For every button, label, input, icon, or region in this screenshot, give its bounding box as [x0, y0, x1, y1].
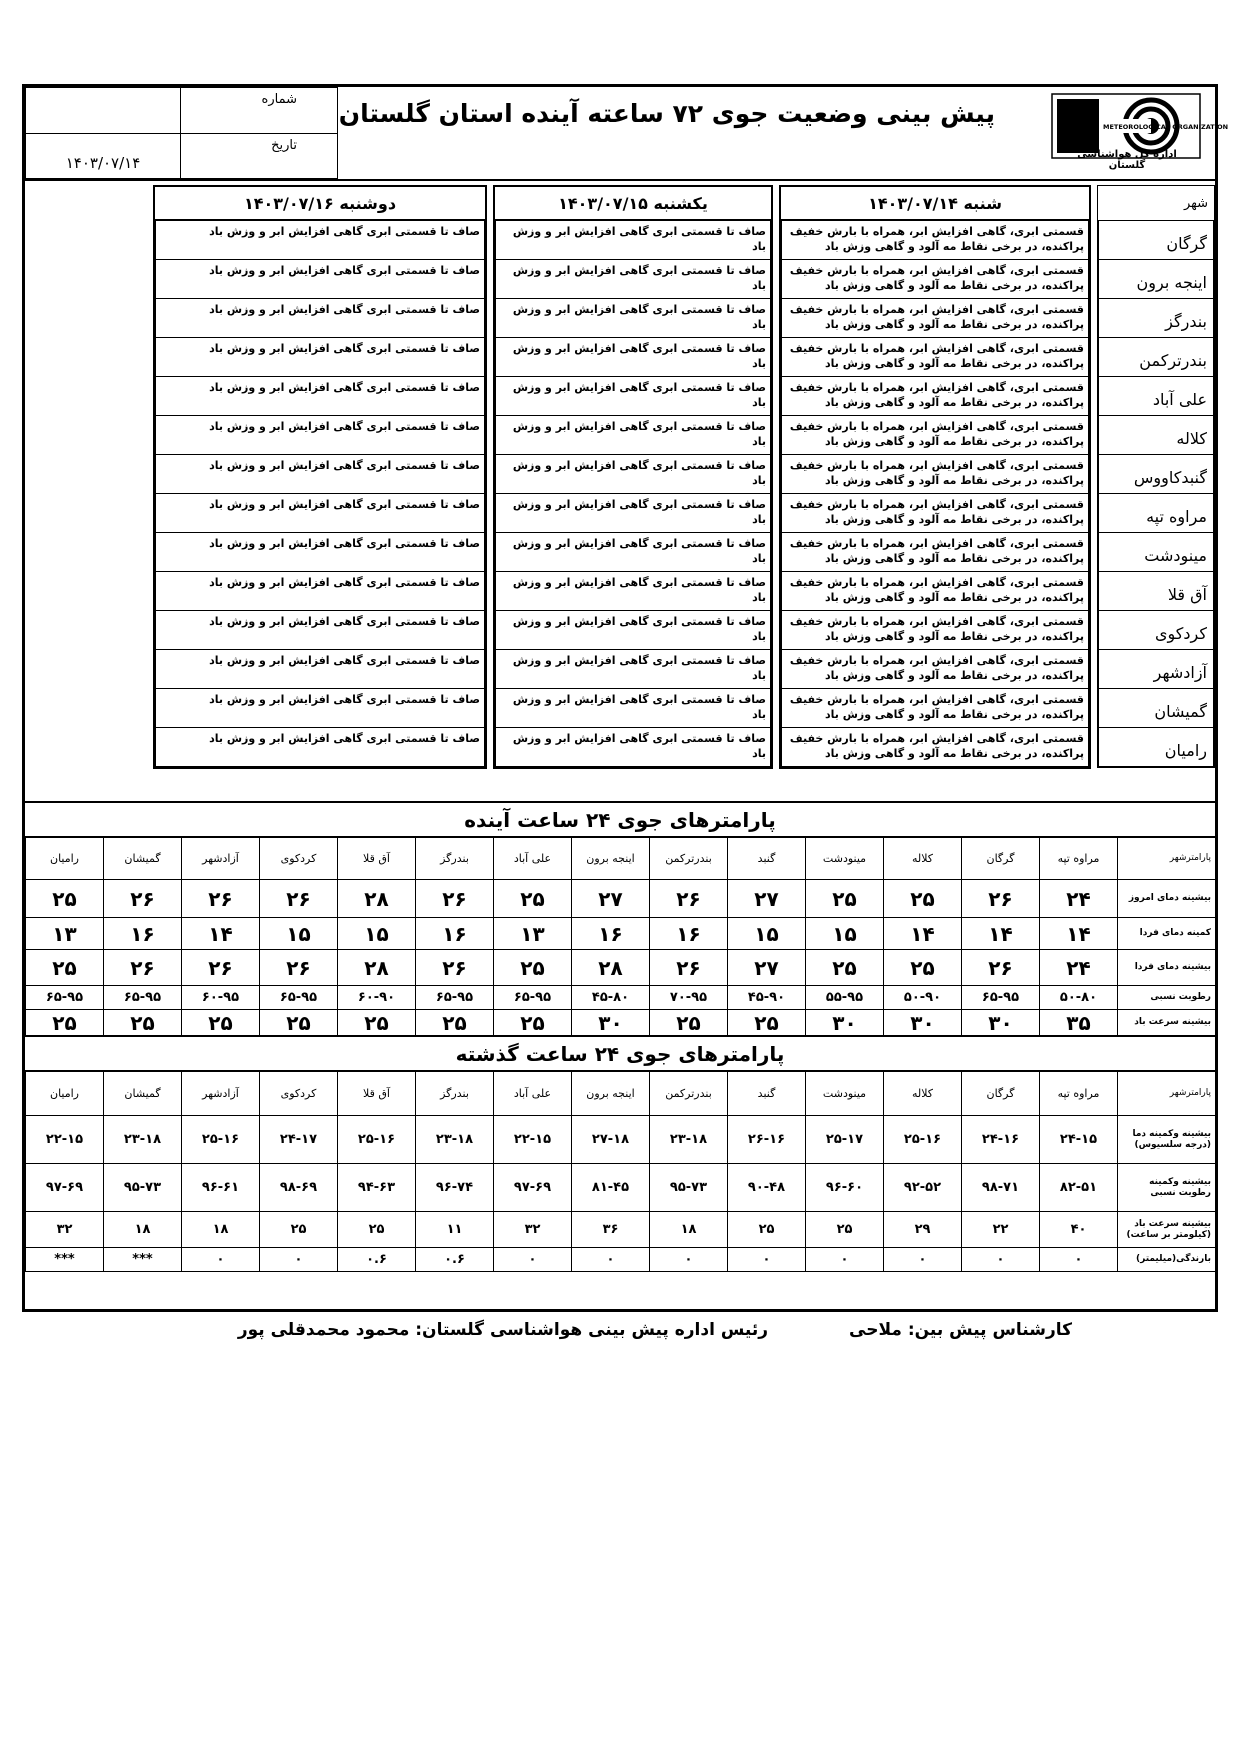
parameter-value: ۳۰: [962, 1010, 1040, 1036]
parameter-value: ۲۵: [26, 880, 104, 918]
city-name: گمیشان: [1098, 689, 1214, 728]
signature-footer: [22, 1316, 1218, 1346]
parameter-value: ۰: [650, 1248, 728, 1272]
city-name: گرگان: [1098, 221, 1214, 260]
parameter-value: ۰: [572, 1248, 650, 1272]
parameter-value: ۰: [884, 1248, 962, 1272]
parameter-value: ۶۰-۹۰: [338, 986, 416, 1010]
forecast-cell: صاف تا قسمتی ابری گاهی افزایش ابر و وزش باد: [155, 221, 485, 260]
forecast-cell: صاف تا قسمتی ابری گاهی افزایش ابر و وزش باد: [155, 377, 485, 416]
forecast-cell: صاف تا قسمتی ابری گاهی افزایش ابر و وزش باد: [155, 650, 485, 689]
parameter-value: ۹۷-۶۹: [494, 1164, 572, 1212]
city-name: بندرترکمن: [1098, 338, 1214, 377]
city-name: مینودشت: [1098, 533, 1214, 572]
parameter-value: ۲۵: [884, 950, 962, 986]
forecast-cell: قسمتی ابری، گاهی افزایش ابر، همراه با بارش خفیف پراکنده، در برخی نقاط مه آلود و گاهی وزش باد: [781, 728, 1089, 767]
city-name: کردکوی: [1098, 611, 1214, 650]
city-column-header: مراوه تپه: [1040, 838, 1118, 880]
parameter-value: ۱۸: [650, 1212, 728, 1248]
city-name: آق قلا: [1098, 572, 1214, 611]
parameter-value: ۱۱: [416, 1212, 494, 1248]
city-column-header: گمیشان: [104, 1072, 182, 1116]
document-header: [25, 87, 1229, 181]
parameter-value: ۹۸-۷۱: [962, 1164, 1040, 1212]
parameter-value: ۰: [494, 1248, 572, 1272]
forecast-cell: قسمتی ابری، گاهی افزایش ابر، همراه با بارش خفیف پراکنده، در برخی نقاط مه آلود و گاهی وزش باد: [781, 299, 1089, 338]
parameter-value: ۲۸: [572, 950, 650, 986]
parameter-value: ۳۵: [1040, 1010, 1118, 1036]
parameter-value: ۹۶-۷۴: [416, 1164, 494, 1212]
parameter-value: ۱۶: [416, 918, 494, 950]
past24-title: پارامترهای جوی ۲۴ ساعت گذشته: [25, 1035, 1215, 1071]
forecaster-name: کارشناس پیش بین: ملاحی: [849, 1320, 1072, 1340]
parameter-value: ۱۸: [182, 1212, 260, 1248]
parameter-label: بارندگی(میلیمتر): [1118, 1248, 1216, 1272]
parameter-value: ۲۵: [494, 950, 572, 986]
parameter-row: [26, 1164, 1216, 1212]
forecast-cell: صاف تا قسمتی ابری گاهی افزایش ابر و وزش باد: [495, 650, 771, 689]
parameter-value: ۱۵: [806, 918, 884, 950]
forecast-cell: صاف تا قسمتی ابری گاهی افزایش ابر و وزش باد: [495, 338, 771, 377]
parameter-value: ۲۲-۱۵: [26, 1116, 104, 1164]
city-column-header: مراوه تپه: [1040, 1072, 1118, 1116]
parameter-row: [26, 986, 1216, 1010]
parameter-value: ۱۵: [260, 918, 338, 950]
forecast-cell: صاف تا قسمتی ابری گاهی افزایش ابر و وزش باد: [495, 416, 771, 455]
forecast-cell: قسمتی ابری، گاهی افزایش ابر، همراه با بارش خفیف پراکنده، در برخی نقاط مه آلود و گاهی وزش باد: [781, 377, 1089, 416]
next24-table: [25, 837, 1216, 1036]
city-column-header: بندرترکمن: [650, 1072, 728, 1116]
parameter-value: ۲۶: [416, 950, 494, 986]
parameter-value: ۳۰: [806, 1010, 884, 1036]
city-column-header: مینودشت: [806, 1072, 884, 1116]
parameter-value: ۶۵-۹۵: [494, 986, 572, 1010]
date-value: ۱۴۰۳/۰۷/۱۴: [26, 133, 181, 179]
parameter-value: ۱۵: [728, 918, 806, 950]
forecast-sheet: [22, 84, 1229, 1312]
parameter-label: بیشینه وکمینه رطوبت نسبی: [1118, 1164, 1216, 1212]
parameter-value: ۱۵: [338, 918, 416, 950]
parameter-value: ۱۶: [650, 918, 728, 950]
parameter-value: ۱۸: [104, 1212, 182, 1248]
page-title: پیش بینی وضعیت جوی ۷۲ ساعته آینده استان گلستان: [338, 99, 995, 128]
parameter-row: [26, 1010, 1216, 1036]
forecast-cell: صاف تا قسمتی ابری گاهی افزایش ابر و وزش باد: [495, 611, 771, 650]
date-label: تاریخ: [181, 133, 338, 179]
parameter-value: ۸۱-۴۵: [572, 1164, 650, 1212]
city-name: اینجه برون: [1098, 260, 1214, 299]
parameter-row: [26, 918, 1216, 950]
document-meta: [25, 87, 338, 179]
parameter-value: ۹۶-۶۰: [806, 1164, 884, 1212]
parameter-value: ۶۵-۹۵: [416, 986, 494, 1010]
parameter-value: ۹۵-۷۳: [650, 1164, 728, 1212]
parameter-value: ۱۴: [962, 918, 1040, 950]
city-column-header: بندرگز: [416, 1072, 494, 1116]
parameter-value: ۱۴: [884, 918, 962, 950]
city-column-header: کلاله: [884, 1072, 962, 1116]
parameter-value: ۷۰-۹۵: [650, 986, 728, 1010]
parameter-value: ۲۵: [806, 950, 884, 986]
parameter-value: ***: [26, 1248, 104, 1272]
city-header: شهر: [1097, 185, 1215, 221]
head-of-forecasting: رئیس اداره پیش بینی هواشناسی گلستان: محمود محمدقلی پور: [237, 1320, 768, 1340]
parameter-value: ۹۲-۵۲: [884, 1164, 962, 1212]
parameter-row: [26, 950, 1216, 986]
parameter-value: ۲۵: [884, 880, 962, 918]
next24-title: پارامترهای جوی ۲۴ ساعت آینده: [25, 801, 1215, 837]
corner-label: پارامترشهر: [1118, 1072, 1216, 1116]
parameter-value: ۳۶: [572, 1212, 650, 1248]
parameter-row: [26, 1248, 1216, 1272]
parameter-value: ۲۶-۱۶: [728, 1116, 806, 1164]
city-column-header: گرگان: [962, 1072, 1040, 1116]
parameter-value: ۳۰: [884, 1010, 962, 1036]
city-column-header: اینجه برون: [572, 1072, 650, 1116]
parameter-value: ۲۶: [962, 950, 1040, 986]
city-column-header: کردکوی: [260, 838, 338, 880]
parameter-value: ۲۴-۱۵: [1040, 1116, 1118, 1164]
parameter-value: ۶۵-۹۵: [260, 986, 338, 1010]
city-column-header: بندرگز: [416, 838, 494, 880]
logo-text: METEOROLOGICAL ORGANIZATION: [1103, 123, 1229, 131]
forecast-cell: قسمتی ابری، گاهی افزایش ابر، همراه با بارش خفیف پراکنده، در برخی نقاط مه آلود و گاهی وزش باد: [781, 338, 1089, 377]
parameter-value: ۸۲-۵۱: [1040, 1164, 1118, 1212]
city-column: [1097, 185, 1215, 768]
day-header: یکشنبه ۱۴۰۳/۰۷/۱۵: [493, 185, 773, 221]
forecast-cell: قسمتی ابری، گاهی افزایش ابر، همراه با بارش خفیف پراکنده، در برخی نقاط مه آلود و گاهی وزش باد: [781, 221, 1089, 260]
forecast-cell: صاف تا قسمتی ابری گاهی افزایش ابر و وزش باد: [495, 455, 771, 494]
parameter-value: ۲۵: [650, 1010, 728, 1036]
parameter-value: ۲۶: [650, 880, 728, 918]
parameter-value: ۶۵-۹۵: [104, 986, 182, 1010]
parameter-value: ۲۸: [338, 880, 416, 918]
city-column-header: آزادشهر: [182, 1072, 260, 1116]
parameter-value: ۲۵: [728, 1010, 806, 1036]
organization-name: اداره کل هواشناسی گلستان: [1077, 149, 1177, 171]
parameter-value: ۲۵: [806, 880, 884, 918]
city-column-header: آزادشهر: [182, 838, 260, 880]
city-column-header: گمیشان: [104, 838, 182, 880]
forecast-cell: قسمتی ابری، گاهی افزایش ابر، همراه با بارش خفیف پراکنده، در برخی نقاط مه آلود و گاهی وزش باد: [781, 455, 1089, 494]
forecast-cell: صاف تا قسمتی ابری گاهی افزایش ابر و وزش باد: [155, 572, 485, 611]
forecast-cell: صاف تا قسمتی ابری گاهی افزایش ابر و وزش باد: [155, 416, 485, 455]
forecast-cell: صاف تا قسمتی ابری گاهی افزایش ابر و وزش باد: [495, 572, 771, 611]
forecast-cell: قسمتی ابری، گاهی افزایش ابر، همراه با بارش خفیف پراکنده، در برخی نقاط مه آلود و گاهی وزش باد: [781, 611, 1089, 650]
city-name: رامیان: [1098, 728, 1214, 767]
city-name: مراوه تپه: [1098, 494, 1214, 533]
parameter-value: ۱۶: [572, 918, 650, 950]
city-name: آزادشهر: [1098, 650, 1214, 689]
parameter-row: [26, 880, 1216, 918]
parameter-value: ۹۶-۶۱: [182, 1164, 260, 1212]
parameter-value: ۱۴: [182, 918, 260, 950]
parameter-value: ۴۵-۹۰: [728, 986, 806, 1010]
forecast-cell: صاف تا قسمتی ابری گاهی افزایش ابر و وزش باد: [495, 494, 771, 533]
city-column-header: آق قلا: [338, 838, 416, 880]
parameter-label: رطوبت نسبی: [1118, 986, 1216, 1010]
parameter-value: ۳۲: [494, 1212, 572, 1248]
parameter-label: کمینه دمای فردا: [1118, 918, 1216, 950]
parameter-value: ۱۳: [494, 918, 572, 950]
parameter-value: ۲۵: [494, 880, 572, 918]
forecast-cell: صاف تا قسمتی ابری گاهی افزایش ابر و وزش باد: [155, 455, 485, 494]
forecast-cell: صاف تا قسمتی ابری گاهی افزایش ابر و وزش باد: [155, 611, 485, 650]
parameter-value: ۹۵-۷۳: [104, 1164, 182, 1212]
parameter-value: ۲۷-۱۸: [572, 1116, 650, 1164]
parameter-value: ۱۶: [104, 918, 182, 950]
corner-label: پارامترشهر: [1118, 838, 1216, 880]
parameter-label: بیشینه دمای فردا: [1118, 950, 1216, 986]
parameter-value: ۶۵-۹۵: [962, 986, 1040, 1010]
city-column-header: رامیان: [26, 1072, 104, 1116]
parameter-value: ۲۳-۱۸: [104, 1116, 182, 1164]
parameter-value: ۲۶: [260, 950, 338, 986]
city-name: علی آباد: [1098, 377, 1214, 416]
parameter-value: ۲۶: [104, 950, 182, 986]
parameter-value: ۲۵: [728, 1212, 806, 1248]
parameter-value: ۲۶: [182, 950, 260, 986]
parameter-value: ۲۴-۱۷: [260, 1116, 338, 1164]
forecast-cell: صاف تا قسمتی ابری گاهی افزایش ابر و وزش باد: [155, 689, 485, 728]
parameter-row: [26, 1116, 1216, 1164]
parameter-label: بیشینه وکمینه دما (درجه سلسیوس): [1118, 1116, 1216, 1164]
parameter-value: ۰: [1040, 1248, 1118, 1272]
parameter-value: ۲۸: [338, 950, 416, 986]
forecast-cell: صاف تا قسمتی ابری گاهی افزایش ابر و وزش باد: [155, 533, 485, 572]
parameter-value: ۹۸-۶۹: [260, 1164, 338, 1212]
parameter-value: ۲۲: [962, 1212, 1040, 1248]
parameter-value: ۲۵: [260, 1010, 338, 1036]
parameter-value: ۲۴: [1040, 880, 1118, 918]
city-name: کلاله: [1098, 416, 1214, 455]
forecast-cell: صاف تا قسمتی ابری گاهی افزایش ابر و وزش باد: [495, 533, 771, 572]
forecast-cell: صاف تا قسمتی ابری گاهی افزایش ابر و وزش باد: [155, 728, 485, 767]
parameter-value: ۲۵: [26, 1010, 104, 1036]
parameter-value: ۵۵-۹۵: [806, 986, 884, 1010]
parameter-value: ۰.۶: [338, 1248, 416, 1272]
city-name: گنبدکاووس: [1098, 455, 1214, 494]
city-column-header: گرگان: [962, 838, 1040, 880]
parameter-value: ۰: [806, 1248, 884, 1272]
parameter-value: ۲۵: [338, 1212, 416, 1248]
city-column-header: بندرترکمن: [650, 838, 728, 880]
parameter-value: ۰: [260, 1248, 338, 1272]
parameter-value: ۲۶: [104, 880, 182, 918]
parameter-value: ۲۶: [416, 880, 494, 918]
city-name: بندرگز: [1098, 299, 1214, 338]
day-header: شنبه ۱۴۰۳/۰۷/۱۴: [779, 185, 1091, 221]
parameter-value: ۴۰: [1040, 1212, 1118, 1248]
city-column-header: گنبد: [728, 838, 806, 880]
forecast-cell: صاف تا قسمتی ابری گاهی افزایش ابر و وزش باد: [155, 494, 485, 533]
parameter-value: ۲۶: [260, 880, 338, 918]
parameter-value: ۲۵-۱۶: [338, 1116, 416, 1164]
parameter-value: ۲۵: [260, 1212, 338, 1248]
parameter-value: ۲۵: [104, 1010, 182, 1036]
parameter-value: ۰: [962, 1248, 1040, 1272]
city-column-header: علی آباد: [494, 1072, 572, 1116]
forecast-cell: صاف تا قسمتی ابری گاهی افزایش ابر و وزش باد: [155, 299, 485, 338]
parameter-value: ۱۳: [26, 918, 104, 950]
parameter-value: ۲۳-۱۸: [650, 1116, 728, 1164]
parameter-row: [26, 1212, 1216, 1248]
parameter-value: ۲۹: [884, 1212, 962, 1248]
parameter-value: ۲۵: [338, 1010, 416, 1036]
forecast-cell: صاف تا قسمتی ابری گاهی افزایش ابر و وزش باد: [495, 260, 771, 299]
parameter-value: ۵۰-۹۰: [884, 986, 962, 1010]
parameter-value: ۶۰-۹۵: [182, 986, 260, 1010]
parameter-value: ۰: [182, 1248, 260, 1272]
parameter-value: ۲۷: [572, 880, 650, 918]
parameter-value: ۲۵-۱۷: [806, 1116, 884, 1164]
parameter-value: ۹۷-۶۹: [26, 1164, 104, 1212]
forecast-cell: قسمتی ابری، گاهی افزایش ابر، همراه با بارش خفیف پراکنده، در برخی نقاط مه آلود و گاهی وزش باد: [781, 533, 1089, 572]
past24-table: [25, 1071, 1216, 1272]
city-column-header: اینجه برون: [572, 838, 650, 880]
parameter-value: ۲۵: [182, 1010, 260, 1036]
parameter-value: ۲۳-۱۸: [416, 1116, 494, 1164]
day-column: [493, 185, 773, 769]
parameter-value: ۳۰: [572, 1010, 650, 1036]
forecast-cell: صاف تا قسمتی ابری گاهی افزایش ابر و وزش باد: [155, 338, 485, 377]
day-column: [779, 185, 1091, 769]
city-column-header: مینودشت: [806, 838, 884, 880]
forecast-cell: قسمتی ابری، گاهی افزایش ابر، همراه با بارش خفیف پراکنده، در برخی نقاط مه آلود و گاهی وزش باد: [781, 416, 1089, 455]
parameter-value: ۲۴: [1040, 950, 1118, 986]
organization-logo: [1051, 93, 1229, 175]
number-value: [26, 88, 181, 134]
forecast-cell: قسمتی ابری، گاهی افزایش ابر، همراه با بارش خفیف پراکنده، در برخی نقاط مه آلود و گاهی وزش باد: [781, 572, 1089, 611]
parameter-value: ۹۰-۴۸: [728, 1164, 806, 1212]
parameter-value: ۲۵: [416, 1010, 494, 1036]
parameter-value: ۲۲-۱۵: [494, 1116, 572, 1164]
city-column-header: رامیان: [26, 838, 104, 880]
parameter-value: ۲۵: [806, 1212, 884, 1248]
parameter-value: ۳۲: [26, 1212, 104, 1248]
parameter-value: ۲۶: [962, 880, 1040, 918]
parameter-value: ۹۴-۶۳: [338, 1164, 416, 1212]
forecast-cell: صاف تا قسمتی ابری گاهی افزایش ابر و وزش باد: [495, 377, 771, 416]
parameter-value: ۲۷: [728, 950, 806, 986]
parameter-label: بیشینه سرعت باد (کیلومتر بر ساعت): [1118, 1212, 1216, 1248]
forecast-cell: صاف تا قسمتی ابری گاهی افزایش ابر و وزش باد: [155, 260, 485, 299]
parameter-value: ۲۷: [728, 880, 806, 918]
day-column: [153, 185, 487, 769]
parameter-value: ***: [104, 1248, 182, 1272]
forecast-cell: قسمتی ابری، گاهی افزایش ابر، همراه با بارش خفیف پراکنده، در برخی نقاط مه آلود و گاهی وزش باد: [781, 494, 1089, 533]
city-column-header: گنبد: [728, 1072, 806, 1116]
forecast-cell: قسمتی ابری، گاهی افزایش ابر، همراه با بارش خفیف پراکنده، در برخی نقاط مه آلود و گاهی وزش باد: [781, 689, 1089, 728]
number-label: شماره: [181, 88, 338, 134]
forecast-cell: صاف تا قسمتی ابری گاهی افزایش ابر و وزش باد: [495, 221, 771, 260]
parameter-label: بیشینه دمای امروز: [1118, 880, 1216, 918]
parameter-value: ۴۵-۸۰: [572, 986, 650, 1010]
forecast-cell: صاف تا قسمتی ابری گاهی افزایش ابر و وزش باد: [495, 728, 771, 767]
parameter-value: ۰.۶: [416, 1248, 494, 1272]
parameter-value: ۲۵: [26, 950, 104, 986]
city-column-header: علی آباد: [494, 838, 572, 880]
parameter-value: ۶۵-۹۵: [26, 986, 104, 1010]
forecast-cell: قسمتی ابری، گاهی افزایش ابر، همراه با بارش خفیف پراکنده، در برخی نقاط مه آلود و گاهی وزش باد: [781, 650, 1089, 689]
parameter-value: ۲۵: [494, 1010, 572, 1036]
parameter-value: ۵۰-۸۰: [1040, 986, 1118, 1010]
city-column-header: آق قلا: [338, 1072, 416, 1116]
parameter-value: ۲۶: [650, 950, 728, 986]
forecast-cell: صاف تا قسمتی ابری گاهی افزایش ابر و وزش باد: [495, 299, 771, 338]
parameter-value: ۲۵-۱۶: [884, 1116, 962, 1164]
parameter-value: ۲۴-۱۶: [962, 1116, 1040, 1164]
parameter-value: ۲۵-۱۶: [182, 1116, 260, 1164]
city-column-header: کردکوی: [260, 1072, 338, 1116]
parameter-value: ۲۶: [182, 880, 260, 918]
forecast-cell: قسمتی ابری، گاهی افزایش ابر، همراه با بارش خفیف پراکنده، در برخی نقاط مه آلود و گاهی وزش باد: [781, 260, 1089, 299]
day-header: دوشنبه ۱۴۰۳/۰۷/۱۶: [153, 185, 487, 221]
city-column-header: کلاله: [884, 838, 962, 880]
parameter-label: بیشینه سرعت باد: [1118, 1010, 1216, 1036]
parameter-value: ۱۴: [1040, 918, 1118, 950]
forecast-cell: صاف تا قسمتی ابری گاهی افزایش ابر و وزش باد: [495, 689, 771, 728]
parameter-value: ۰: [728, 1248, 806, 1272]
